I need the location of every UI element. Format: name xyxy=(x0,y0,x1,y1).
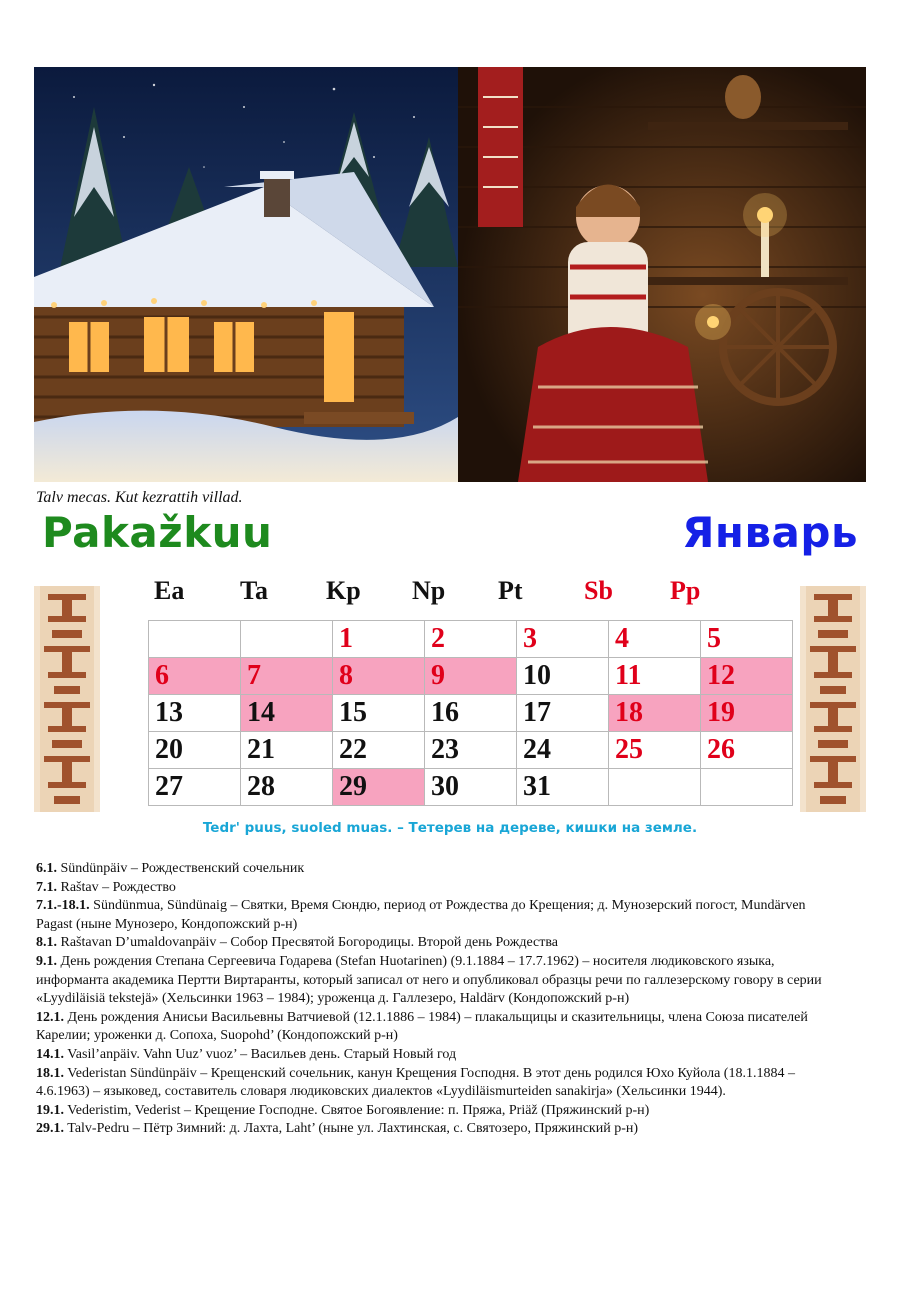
note-item xyxy=(36,1009,836,1046)
weekday-header xyxy=(148,576,752,616)
weekday-thu: Np xyxy=(412,576,446,605)
day-cell: 13 xyxy=(149,695,241,732)
note-text: Sündünmua, Sündünaig – Святки, Время Сюндю, период от Рождества до Крещения; д. Мунозерский погост, Mundärven Pagast (ныне Мунозеро, Кондопожский р-н) xyxy=(36,898,806,932)
day-cell xyxy=(609,769,701,806)
note-date: 12.1. xyxy=(36,1009,64,1025)
day-cell: 31 xyxy=(517,769,609,806)
note-text: Vederistim, Vederist – Крещение Господне. Святое Богоявление: п. Пряжа, Priäž (Пряжинский р-н) xyxy=(64,1102,650,1118)
day-cell: 21 xyxy=(241,732,333,769)
day-cell: 23 xyxy=(425,732,517,769)
month-title-ludic: Pakažkuu xyxy=(42,508,273,557)
note-date: 6.1. xyxy=(36,861,57,876)
note-text: Sündünpäiv – Рождественский сочельник xyxy=(57,861,305,876)
day-cell: 22 xyxy=(333,732,425,769)
note-item xyxy=(36,897,836,934)
calendar-week-2 xyxy=(149,658,793,695)
day-cell: 10 xyxy=(517,658,609,695)
weekday-sat: Sb xyxy=(584,576,613,605)
day-cell: 24 xyxy=(517,732,609,769)
note-text: День рождения Анисьи Васильевны Ватчиевой (12.1.1886 – 1984) – плакальщицы и сказительницы, члена Союза писателей Карелии; уроженки д. Сопоха, Suopohd’ (Кондопожский р-н) xyxy=(36,1009,808,1044)
month-title-russian: Январь xyxy=(682,508,858,557)
note-item xyxy=(36,1120,836,1139)
calendar-week-1 xyxy=(149,621,793,658)
day-cell xyxy=(701,769,793,806)
day-cell: 14 xyxy=(241,695,333,732)
proverb: Tedr' puus, suoled muas. – Тетерев на дереве, кишки на земле. xyxy=(202,820,698,836)
header-photos xyxy=(34,67,866,482)
day-cell: 3 xyxy=(517,621,609,658)
day-cell: 20 xyxy=(149,732,241,769)
note-text: Raštavan D’umaldovanpäiv – Собор Пресвятой Богородицы. Второй день Рождества xyxy=(57,935,558,951)
note-text: Talv-Pedru – Пётр Зимний: д. Лахта, Laht’ (ныне ул. Лахтинская, с. Святозеро, Пряжинский р-н) xyxy=(64,1121,639,1137)
note-item xyxy=(36,860,836,879)
weekday-mon: Ea xyxy=(154,576,185,605)
day-cell: 2 xyxy=(425,621,517,658)
day-cell: 5 xyxy=(701,621,793,658)
calendar-week-5 xyxy=(149,769,793,806)
day-cell: 26 xyxy=(701,732,793,769)
day-cell: 27 xyxy=(149,769,241,806)
day-cell: 15 xyxy=(333,695,425,732)
day-cell: 19 xyxy=(701,695,793,732)
weekday-wed: Kp xyxy=(326,576,361,605)
weekday-fri: Pt xyxy=(498,576,523,605)
day-cell: 25 xyxy=(609,732,701,769)
note-text: День рождения Степана Сергеевича Годарева (Stefan Huotarinen) (9.1.1884 – 17.7.1962) – носителя людиковского языка, информанта академика Пертти Виртаранты, который записал от него и опубликовал образцы речи по галлезерскому говору в серии «Lyydiläisiä tekstejä» (Хельсинки 1963 – 1984); уроженца д. Галлезеро, Haldärv (Кондопожский р-н) xyxy=(36,953,822,1007)
day-cell: 9 xyxy=(425,658,517,695)
day-cell: 1 xyxy=(333,621,425,658)
note-text: Vederistan Sündünpäiv – Крещенский сочельник, канун Крещения Господня. В этот день родился Юхо Куйола (18.1.1884 – 4.6.1963) – языковед, составитель словаря людиковских диалектов «Lyydiläismurteiden sanakirja» (Хельсинки 1944). xyxy=(36,1065,795,1100)
day-cell: 6 xyxy=(149,658,241,695)
note-item xyxy=(36,1046,836,1065)
ornament-right xyxy=(800,586,866,812)
note-date: 29.1. xyxy=(36,1121,64,1137)
day-cell xyxy=(241,621,333,658)
calendar-grid xyxy=(148,620,793,806)
note-item xyxy=(36,1102,836,1121)
weekday-tue: Ta xyxy=(240,576,268,605)
day-cell: 4 xyxy=(609,621,701,658)
day-cell: 28 xyxy=(241,769,333,806)
note-date: 8.1. xyxy=(36,935,57,951)
day-cell: 16 xyxy=(425,695,517,732)
weekday-sun: Pp xyxy=(670,576,701,605)
day-cell: 30 xyxy=(425,769,517,806)
note-item xyxy=(36,953,836,1009)
day-cell: 8 xyxy=(333,658,425,695)
day-cell: 11 xyxy=(609,658,701,695)
day-cell: 7 xyxy=(241,658,333,695)
holiday-notes xyxy=(36,860,836,1139)
note-date: 18.1. xyxy=(36,1065,64,1081)
photo-caption: Talv mecas. Kut kezrattih villad. xyxy=(36,489,243,506)
day-cell: 12 xyxy=(701,658,793,695)
note-item xyxy=(36,879,836,898)
day-cell: 18 xyxy=(609,695,701,732)
winter-cabin-photo xyxy=(34,67,458,482)
note-date: 9.1. xyxy=(36,953,57,969)
note-item xyxy=(36,934,836,953)
girl-candle-photo xyxy=(458,67,866,482)
note-date: 14.1. xyxy=(36,1046,64,1062)
note-text: Vasil’anpäiv. Vahn Uuz’ vuoz’ – Васильев день. Старый Новый год xyxy=(64,1046,457,1062)
calendar-week-4 xyxy=(149,732,793,769)
day-cell xyxy=(149,621,241,658)
note-date: 7.1. xyxy=(36,879,57,895)
ornament-left xyxy=(34,586,100,812)
note-date: 19.1. xyxy=(36,1102,64,1118)
calendar-week-3 xyxy=(149,695,793,732)
note-item xyxy=(36,1065,836,1102)
note-text: Raštav – Рождество xyxy=(57,879,176,895)
note-date: 7.1.-18.1. xyxy=(36,898,90,914)
day-cell: 17 xyxy=(517,695,609,732)
day-cell: 29 xyxy=(333,769,425,806)
